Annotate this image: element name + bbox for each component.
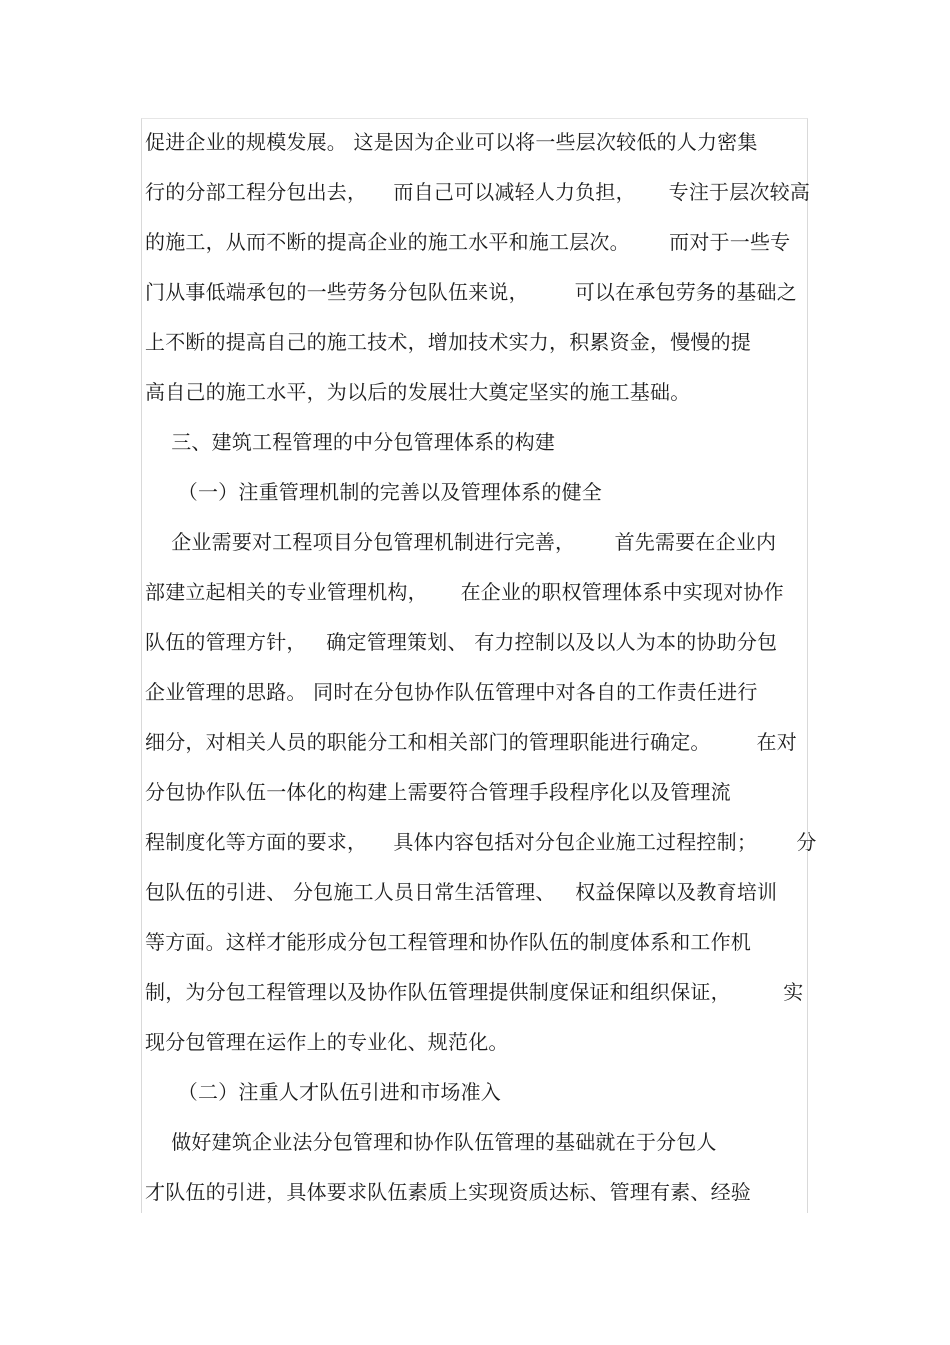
text-line-3: 的施工，从而不断的提高企业的施工水平和施工层次。 而对于一些专 xyxy=(145,230,791,254)
text-line-14: 分包协作队伍一体化的构建上需要符合管理手段程序化以及管理流 xyxy=(145,780,731,804)
text-line-21: 做好建筑企业法分包管理和协作队伍管理的基础就在于分包人 xyxy=(145,1130,717,1154)
text-line-22: 才队伍的引进，具体要求队伍素质上实现资质达标、管理有素、经验 xyxy=(145,1180,751,1204)
text-line-12: 企业管理的思路。 同时在分包协作队伍管理中对各自的工作责任进行 xyxy=(145,680,758,704)
text-line-10: 部建立起相关的专业管理机构， 在企业的职权管理体系中实现对协作 xyxy=(145,580,784,604)
text-line-16: 包队伍的引进、 分包施工人员日常生活管理、 权益保障以及教育培训 xyxy=(145,880,778,904)
text-line-15: 程制度化等方面的要求， 具体内容包括对分包企业施工过程控制； 分 xyxy=(145,830,817,854)
section-heading-3: 三、建筑工程管理的中分包管理体系的构建 xyxy=(145,430,556,454)
text-line-18: 制，为分包工程管理以及协作队伍管理提供制度保证和组织保证， 实 xyxy=(145,980,804,1004)
text-line-11: 队伍的管理方针， 确定管理策划、 有力控制以及以人为本的协助分包 xyxy=(145,630,778,654)
subsection-heading-1: （一）注重管理机制的完善以及管理体系的健全 xyxy=(145,480,602,504)
text-line-5: 上不断的提高自己的施工技术，增加技术实力，积累资金，慢慢的提 xyxy=(145,330,751,354)
text-line-4: 门从事低端承包的一些劳务分包队伍来说， 可以在承包劳务的基础之 xyxy=(145,280,797,304)
text-line-2: 行的分部工程分包出去， 而自己可以减轻人力负担， 专注于层次较高 xyxy=(145,180,811,204)
text-line-6: 高自己的施工水平，为以后的发展壮大奠定坚实的施工基础。 xyxy=(145,380,691,404)
text-line-19: 现分包管理在运作上的专业化、规范化。 xyxy=(145,1030,509,1054)
text-line-1: 促进企业的规模发展。 这是因为企业可以将一些层次较低的人力密集 xyxy=(145,130,758,154)
subsection-heading-2: （二）注重人才队伍引进和市场准入 xyxy=(145,1080,501,1104)
text-line-13: 细分，对相关人员的职能分工和相关部门的管理职能进行确定。 在对 xyxy=(145,730,797,754)
text-line-17: 等方面。这样才能形成分包工程管理和协作队伍的制度体系和工作机 xyxy=(145,930,751,954)
text-line-9: 企业需要对工程项目分包管理机制进行完善， 首先需要在企业内 xyxy=(145,530,777,554)
